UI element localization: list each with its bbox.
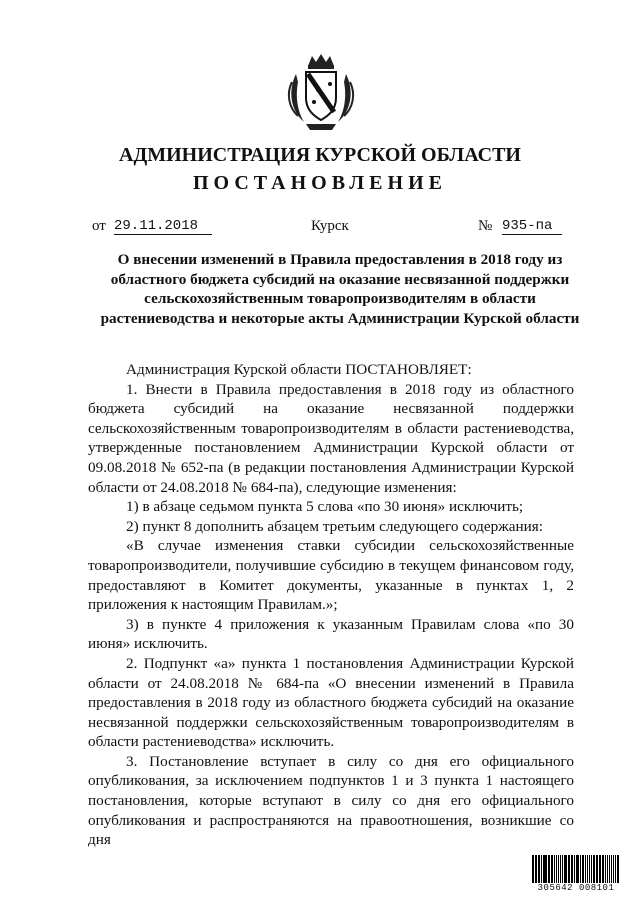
barcode-bar	[536, 855, 537, 883]
barcode-bar	[605, 855, 606, 883]
barcode-bar	[593, 855, 595, 883]
barcode-bar	[611, 855, 612, 883]
paragraph-1-item-2-quote: «В случае изменения ставки субсидии сельскохозяйственные товаропроизводители, получившие субсидию в текущем финансовом году, предоставляют в Комитет документы, указанные в пунктах 1, 2 приложения к настоящим Правилам.»;	[88, 537, 574, 614]
barcode-bar	[589, 855, 591, 883]
barcode-bar	[543, 855, 544, 883]
barcode-bar	[564, 855, 566, 883]
barcode-bar	[613, 855, 614, 883]
barcode-bar	[551, 855, 553, 883]
document-date: 29.11.2018	[114, 218, 212, 235]
barcode-bar	[554, 855, 556, 883]
barcode-bar	[560, 855, 561, 883]
barcode-bar	[587, 855, 588, 883]
barcode-bar	[615, 855, 617, 883]
paragraph-1: 1. Внести в Правила предоставления в 2018 году из областного бюджета субсидий на оказание несвязанной поддержки сельскохозяйственным товаропроизводителям в области растениеводства, утвержденные постановлением Администрации Курской области от 09.08.2018 № 652-па (в редакции постановления Администрации Курской области от 24.08.2018 № 684-па), следующие изменения:	[88, 380, 574, 496]
document-city: Курск	[311, 218, 349, 234]
barcode-bar	[535, 855, 536, 883]
barcode-bar	[596, 855, 597, 883]
document-body	[88, 360, 574, 850]
barcode-bar	[568, 855, 569, 883]
barcode-bar	[580, 855, 581, 883]
barcode-bar	[607, 855, 608, 883]
barcode-bars	[532, 855, 620, 883]
barcode-bar	[548, 855, 549, 883]
date-prefix: от	[92, 218, 106, 234]
intro-paragraph: Администрация Курской области ПОСТАНОВЛЯЕТ:	[126, 361, 472, 378]
barcode-bar	[569, 855, 570, 883]
barcode-bar	[597, 855, 598, 883]
barcode-bar	[585, 855, 586, 883]
barcode-number: 305642 008101	[537, 883, 615, 893]
barcode	[532, 855, 620, 893]
number-prefix: №	[478, 218, 493, 234]
barcode-bar	[577, 855, 579, 883]
barcode-bar	[599, 855, 601, 883]
paragraph-1-item-2: 2) пункт 8 дополнить абзацем третьим следующего содержания:	[126, 517, 543, 535]
document-number: 935-па	[502, 218, 562, 235]
barcode-bar	[558, 855, 559, 883]
paragraph-1-item-3: 3) в пункте 4 приложения к указанным Правилам слова «по 30 июня» исключить.	[88, 615, 574, 653]
barcode-bar	[541, 855, 542, 883]
barcode-bar	[617, 855, 619, 883]
barcode-bar	[571, 855, 573, 883]
paragraph-2: 2. Подпункт «а» пункта 1 постановления Администрации Курской области от 24.08.2018 № 684-па «О внесении изменений в Правила предоставления в 2018 году из областного бюджета субсидий на оказание несвязанной поддержки сельскохозяйственным товаропроизводителям в области растениеводства» исключить.	[88, 654, 574, 751]
organization-title: АДМИНИСТРАЦИЯ КУРСКОЙ ОБЛАСТИ	[119, 144, 521, 166]
paragraph-1-item-1: 1) в абзаце седьмом пункта 5 слова «по 30 июня» исключить;	[126, 498, 524, 516]
barcode-bar	[574, 855, 575, 883]
barcode-bar	[582, 855, 584, 883]
barcode-bar	[556, 855, 557, 883]
barcode-bar	[562, 855, 564, 883]
barcode-bar	[576, 855, 577, 883]
barcode-bar	[549, 855, 550, 883]
document-title: О внесении изменений в Правила предоставления в 2018 году из областного бюджета субсидий на оказание несвязанной поддержки сельскохозяйственным товаропроизводителям в области растениеводства и некоторые акты Администрации Курской области	[100, 251, 580, 327]
document-type: ПОСТАНОВЛЕНИЕ	[193, 172, 447, 194]
barcode-bar	[602, 855, 604, 883]
barcode-bar	[532, 855, 534, 883]
barcode-bar	[609, 855, 611, 883]
coat-of-arms-emblem	[286, 52, 356, 132]
barcode-bar	[538, 855, 540, 883]
paragraph-3: 3. Постановление вступает в силу со дня его официального опубликования, за исключением подпунктов 1 и 3 пункта 1 настоящего постановления, которые вступают в силу со дня его официального опубликования и распространяются на правоотношения, возникшие со дня	[88, 752, 574, 849]
barcode-bar	[591, 855, 592, 883]
barcode-bar	[544, 855, 546, 883]
